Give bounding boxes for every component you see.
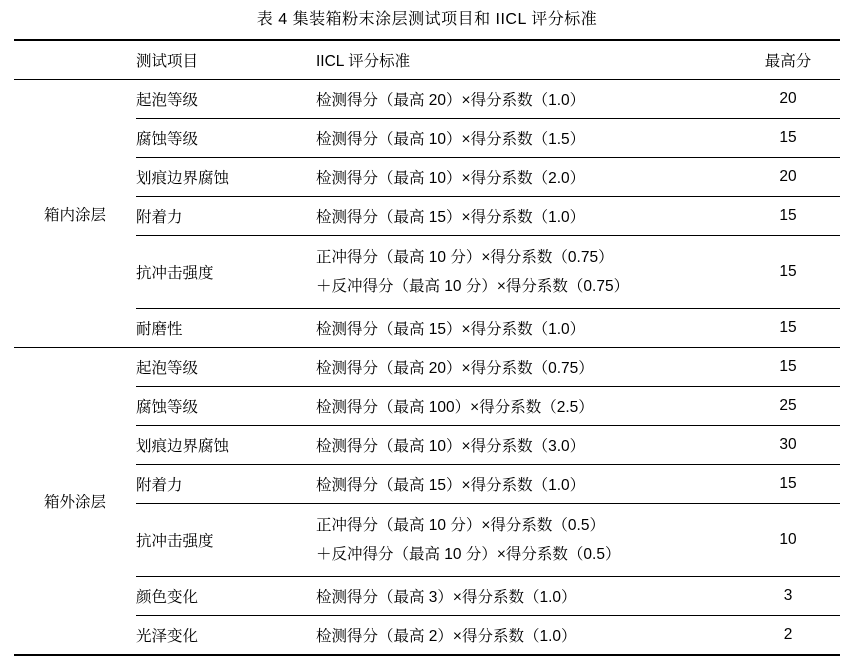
table-body (14, 80, 840, 656)
header-empty (14, 40, 136, 80)
test-item: 抗冲击强度 (136, 504, 316, 577)
test-item: 腐蚀等级 (136, 387, 316, 426)
scoring-rule: 检测得分（最高 15）×得分系数（1.0） (316, 197, 736, 236)
group-label-inner: 箱内涂层 (14, 80, 136, 348)
table-row (14, 80, 840, 119)
header-iicl-rule: IICL 评分标准 (316, 40, 736, 80)
table-head (14, 40, 840, 80)
header-row (14, 40, 840, 80)
coating-test-table (14, 39, 840, 656)
max-score: 15 (736, 348, 840, 387)
table-row (14, 197, 840, 236)
table-row (14, 236, 840, 309)
table-row (14, 119, 840, 158)
scoring-rule-line2: ＋反冲得分（最高 10 分）×得分系数（0.75） (316, 278, 630, 295)
test-item: 腐蚀等级 (136, 119, 316, 158)
test-item: 起泡等级 (136, 80, 316, 119)
max-score: 15 (736, 197, 840, 236)
test-item: 耐磨性 (136, 309, 316, 348)
max-score: 2 (736, 616, 840, 656)
test-item: 颜色变化 (136, 577, 316, 616)
test-item: 附着力 (136, 197, 316, 236)
test-item: 抗冲击强度 (136, 236, 316, 309)
test-item: 划痕边界腐蚀 (136, 158, 316, 197)
table-row (14, 504, 840, 577)
max-score: 25 (736, 387, 840, 426)
scoring-rule: 检测得分（最高 15）×得分系数（1.0） (316, 309, 736, 348)
max-score: 15 (736, 309, 840, 348)
max-score: 20 (736, 80, 840, 119)
test-item: 光泽变化 (136, 616, 316, 656)
group-label-outer: 箱外涂层 (14, 348, 136, 656)
table-row (14, 465, 840, 504)
scoring-rule-line2: ＋反冲得分（最高 10 分）×得分系数（0.5） (316, 546, 621, 563)
test-item: 划痕边界腐蚀 (136, 426, 316, 465)
table-row (14, 577, 840, 616)
scoring-rule: 检测得分（最高 3）×得分系数（1.0） (316, 577, 736, 616)
scoring-rule: 检测得分（最高 15）×得分系数（1.0） (316, 465, 736, 504)
test-item: 附着力 (136, 465, 316, 504)
scoring-rule: 检测得分（最高 10）×得分系数（3.0） (316, 426, 736, 465)
max-score: 15 (736, 236, 840, 309)
table-row (14, 426, 840, 465)
max-score: 15 (736, 119, 840, 158)
scoring-rule: 检测得分（最高 100）×得分系数（2.5） (316, 387, 736, 426)
table-row (14, 309, 840, 348)
max-score: 10 (736, 504, 840, 577)
scoring-rule: 检测得分（最高 10）×得分系数（1.5） (316, 119, 736, 158)
table-row (14, 616, 840, 656)
scoring-rule (316, 236, 736, 309)
scoring-rule-line1: 正冲得分（最高 10 分）×得分系数（0.75） (316, 248, 614, 266)
scoring-rule: 检测得分（最高 20）×得分系数（0.75） (316, 348, 736, 387)
test-item: 起泡等级 (136, 348, 316, 387)
max-score: 20 (736, 158, 840, 197)
scoring-rule: 检测得分（最高 10）×得分系数（2.0） (316, 158, 736, 197)
table-row (14, 158, 840, 197)
scoring-rule: 检测得分（最高 20）×得分系数（1.0） (316, 80, 736, 119)
scoring-rule (316, 504, 736, 577)
header-max-score: 最高分 (736, 40, 840, 80)
table-row (14, 348, 840, 387)
table-caption: 表 4 集装箱粉末涂层测试项目和 IICL 评分标准 (256, 11, 598, 28)
header-test-item: 测试项目 (136, 40, 316, 80)
max-score: 3 (736, 577, 840, 616)
max-score: 15 (736, 465, 840, 504)
scoring-rule-line1: 正冲得分（最高 10 分）×得分系数（0.5） (316, 516, 605, 534)
scoring-rule: 检测得分（最高 2）×得分系数（1.0） (316, 616, 736, 656)
table-row (14, 387, 840, 426)
max-score: 30 (736, 426, 840, 465)
